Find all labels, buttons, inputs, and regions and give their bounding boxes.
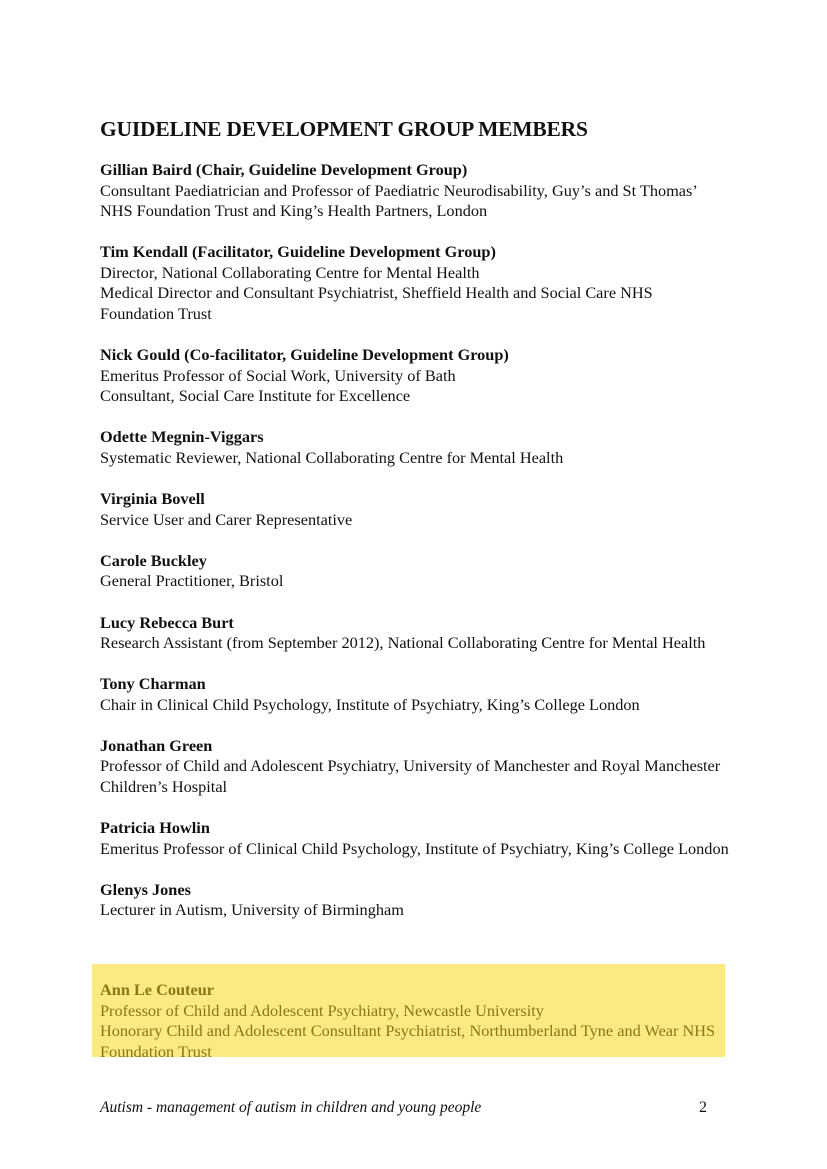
member-name: Ann Le Couteur (100, 980, 214, 999)
member-entry (100, 345, 730, 407)
page-title: GUIDELINE DEVELOPMENT GROUP MEMBERS (100, 117, 588, 141)
member-role: Emeritus Professor of Social Work, University of Bath (100, 365, 456, 385)
member-role: Professor of Child and Adolescent Psychiatry, University of Manchester and Royal Manchester Children’s Hospital (100, 756, 721, 797)
member-entry (100, 818, 730, 859)
member-role: Lecturer in Autism, University of Birmingham (100, 900, 404, 920)
member-role: Honorary Child and Adolescent Consultant Psychiatrist, Northumberland Tyne and Wear NHS Foundation Trust (100, 1021, 716, 1061)
member-entry (100, 427, 730, 468)
member-role: General Practitioner, Bristol (100, 571, 284, 591)
member-role: Emeritus Professor of Clinical Child Psychology, Institute of Psychiatry, King’s College London (100, 838, 729, 858)
member-name: Odette Megnin-Viggars (100, 427, 264, 447)
member-entry (100, 736, 730, 798)
member-role: Consultant Paediatrician and Professor of Paediatric Neurodisability, Guy’s and St Thomas’ NHS Foundation Trust and King’s Health Partners, London (100, 180, 697, 221)
member-role: Medical Director and Consultant Psychiatrist, Sheffield Health and Social Care NHS Foundation Trust (100, 283, 653, 324)
member-name: Glenys Jones (100, 879, 191, 899)
member-entry (100, 160, 730, 222)
member-name: Patricia Howlin (100, 818, 210, 838)
member-name: Lucy Rebecca Burt (100, 612, 234, 632)
member-role: Systematic Reviewer, National Collaborating Centre for Mental Health (100, 448, 564, 468)
member-entry (100, 551, 730, 592)
footer-title: Autism - management of autism in children and young people (100, 1099, 482, 1116)
member-name: Nick Gould (Co-facilitator, Guideline Development Group) (100, 345, 509, 365)
member-role: Chair in Clinical Child Psychology, Institute of Psychiatry, King’s College London (100, 694, 640, 714)
member-entry (100, 242, 730, 324)
member-entry (100, 674, 730, 715)
member-role: Research Assistant (from September 2012), National Collaborating Centre for Mental Health (100, 633, 706, 653)
member-role: Consultant, Social Care Institute for Excellence (100, 386, 411, 406)
member-entry (100, 880, 730, 921)
member-entry (100, 613, 730, 654)
member-entry-highlighted (100, 980, 730, 1062)
members-list (100, 160, 730, 942)
member-name: Tim Kendall (Facilitator, Guideline Development Group) (100, 242, 496, 262)
member-name: Carole Buckley (100, 550, 207, 570)
page-number: 2 (699, 1099, 707, 1116)
member-name: Tony Charman (100, 674, 206, 694)
member-name: Gillian Baird (Chair, Guideline Development Group) (100, 160, 468, 179)
member-role: Service User and Carer Representative (100, 509, 353, 529)
member-role: Professor of Child and Adolescent Psychiatry, Newcastle University (100, 1000, 544, 1020)
member-entry (100, 489, 730, 530)
member-name: Virginia Bovell (100, 489, 205, 509)
member-name: Jonathan Green (100, 735, 213, 755)
member-role: Director, National Collaborating Centre for Mental Health (100, 262, 480, 282)
